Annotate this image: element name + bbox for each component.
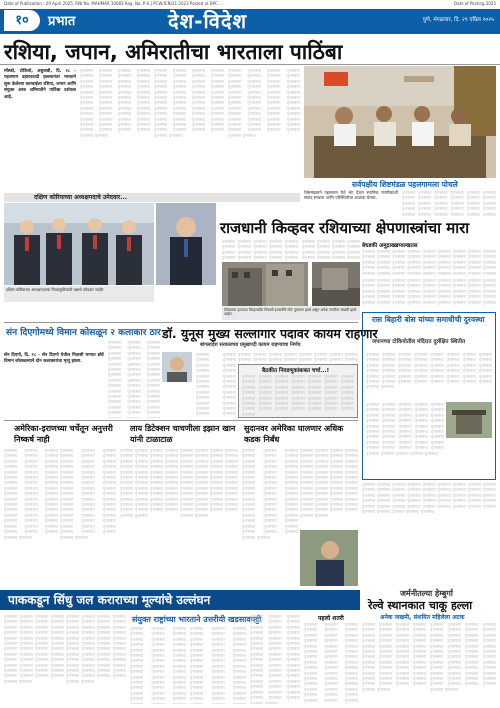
vladivostok-column-2: [180, 448, 238, 588]
missile-column-3: [362, 249, 496, 275]
korea-photo: [4, 203, 154, 285]
vladivostok-headline: लाय डिटेक्शन चाचणीला इझान खान यांनी टाळाटाळ: [130, 424, 236, 444]
bottom-column-2: [66, 614, 126, 704]
pm-caption-title: सर्वपक्षीय शिष्टमंडळ पहलगामला पोचले: [352, 180, 458, 189]
bottom-column-5: [250, 614, 300, 704]
divider: [0, 64, 500, 65]
missile-photo-2: [312, 262, 360, 306]
yunus-column-2: [238, 352, 358, 362]
section-title: देश-विदेश: [168, 9, 248, 33]
yunus-column-1: [196, 352, 236, 418]
speaker-photo: [156, 203, 216, 285]
person-photo-icon: [156, 203, 216, 285]
yunus-box-text: [242, 374, 354, 416]
lead-intro: मॉस्को, टोकियो, अबुधाबी, दि. २८ - पहलगाम दहशतवादी हल्ल्यानंतर भारताने सुरू केलेल्या कारवाईला रशिया, जपान आणि संयुक्त अरब अमिरातीने पाठिंबा दर्शवला आहे.: [4, 69, 76, 100]
meta-left: Date of Publication : 29 April 2025, RNI No. MAHMAR 10683 Reg. No. P-S | PCW/ICN/21-2023 Posted at BPC ...: [4, 1, 223, 6]
yunus-photo: [162, 352, 192, 382]
divider: [4, 420, 358, 421]
portrait-icon: [162, 352, 192, 382]
pm-photo: [304, 66, 496, 178]
bottom-right-sub: अनेक जखमी, संशयित महिलेला अटक: [380, 614, 465, 621]
bose-text-3: [362, 482, 496, 586]
logo: प्रभात: [48, 14, 76, 29]
bottom-column-7: [362, 622, 426, 704]
plane-column-2: [108, 340, 160, 418]
bose-text-2: [366, 402, 444, 478]
lead-column-4: [228, 68, 300, 190]
sudan-headline: सुदानवर अमेरिका घालणार अधिक कडक निर्बंध: [244, 424, 344, 444]
pm-caption-text-2: [402, 190, 496, 216]
missile-column-2: [302, 239, 360, 259]
iran-column-2: [60, 448, 116, 588]
yunus-subhead: बांगलादेश सरकारच्या प्रमुखपदी कायम राहण्याचा निर्णय: [200, 342, 301, 348]
iran-headline: अमेरिका-इराणच्या चर्चेतून अनुत्तरी निष्कर्ष नाही: [14, 424, 113, 444]
vladivostok-column-1: [120, 448, 178, 588]
bose-photo: [446, 402, 492, 438]
photo-banner: दक्षिण कोरियाच्या अध्यक्षपदाचे उमेदवार...: [4, 193, 300, 202]
divider: [4, 322, 358, 323]
yunus-box-title: बैठकीत निवडणुकांबाबत चर्चा...!: [262, 368, 330, 374]
publication-meta: [4, 1, 496, 8]
bose-title: रास बिहारी बोस यांच्या समाधीची दुरवस्था: [372, 315, 485, 324]
photo-caption-left: दक्षिण कोरियाच्या अध्यक्षपदाच्या निवडणुकीसाठी पक्षाचे उमेदवार जाहीर: [4, 286, 154, 302]
missile-photo-1: [222, 262, 308, 306]
bottom-column-8: [430, 622, 496, 704]
building-photo-icon: [222, 262, 308, 306]
candidates-photo-icon: [4, 203, 154, 285]
bottom-mid-headline: संयुक्त राष्ट्रांच्या भारताने उत्तरीयी खडसावपट्टी: [132, 615, 262, 624]
shrine-photo-icon: [446, 402, 492, 438]
page-number: १०: [4, 10, 40, 31]
bottom-column-6: [304, 622, 358, 704]
missile-column-4: [362, 278, 496, 306]
debris-photo-icon: [312, 262, 360, 306]
plane-column-1: सॅन दिएगो, दि. २८ - सॅन दिएगो येथील निवासी भागात छोटे विमान कोसळल्याने दोन कलाकारांचा मृत्यू झाला.: [4, 353, 104, 365]
bottom-column-3: [130, 626, 186, 704]
bose-text-1: [366, 352, 492, 400]
meeting-photo-icon: [304, 66, 496, 178]
bottom-right-top: जर्मनीतल्या हेम्बुर्गा: [400, 589, 453, 598]
plane-headline: संन दिएगोमध्ये विमान कोसळून २ कलाकार ठार: [6, 328, 161, 338]
sudan-column-1: [242, 448, 298, 588]
bose-subtitle: जपानच्या टोकियोतील मंदिरात दुर्लक्षित स्थितीत: [372, 339, 466, 345]
edition-date: पुणे, मंगळवार, दि. २९ एप्रिल २०२५: [422, 17, 494, 23]
iran-column-1: [4, 448, 58, 588]
bottom-col-title: पहलो शतरी: [318, 615, 344, 622]
lead-column-3: [154, 68, 224, 190]
bottom-column-4: [190, 626, 246, 704]
bottom-right-headline: रेल्वे स्थानकात चाकू हल्ला: [368, 599, 473, 612]
missile-caption: रशियाच्या हल्ल्यात किव्हमधील निवासी इमारतींचे मोठे नुकसान झाले असून अनेक नागरिक जखमी झाले आहेत.: [222, 306, 360, 320]
official-photo-icon: [300, 530, 358, 586]
meta-right: Date of Posting 2025: [454, 1, 496, 6]
lead-column-2: [80, 68, 150, 190]
sudan-column-2: [300, 448, 358, 528]
missile-headline: राजधानी किव्हवर रशियाच्या क्षेपणास्त्रांचा मारा: [220, 219, 470, 237]
missile-subhead: बेधडकी अमुद्राख्खय्यल्खतस: [362, 243, 418, 249]
pm-caption-text-1: शिष्टमंडळाने पहलगाम येथे भेट देऊन स्थानिक नागरिकांशी संवाद साधला आणि परिस्थितीचा आढावा घेतला.: [304, 190, 398, 201]
bottom-column-1: [4, 614, 64, 704]
bottom-headline-left: पाककडून सिंधु जल कराराच्या मूल्यांचे उल्लंघन: [0, 590, 360, 610]
lead-headline: रशिया, जपान, अमिरातीचा भारताला पाठिंबा: [4, 40, 343, 64]
sudan-photo: [300, 530, 358, 586]
yunus-headline: डॉ. युनूस मुख्य सल्लागार पदावर कायम राहणार: [162, 326, 378, 341]
